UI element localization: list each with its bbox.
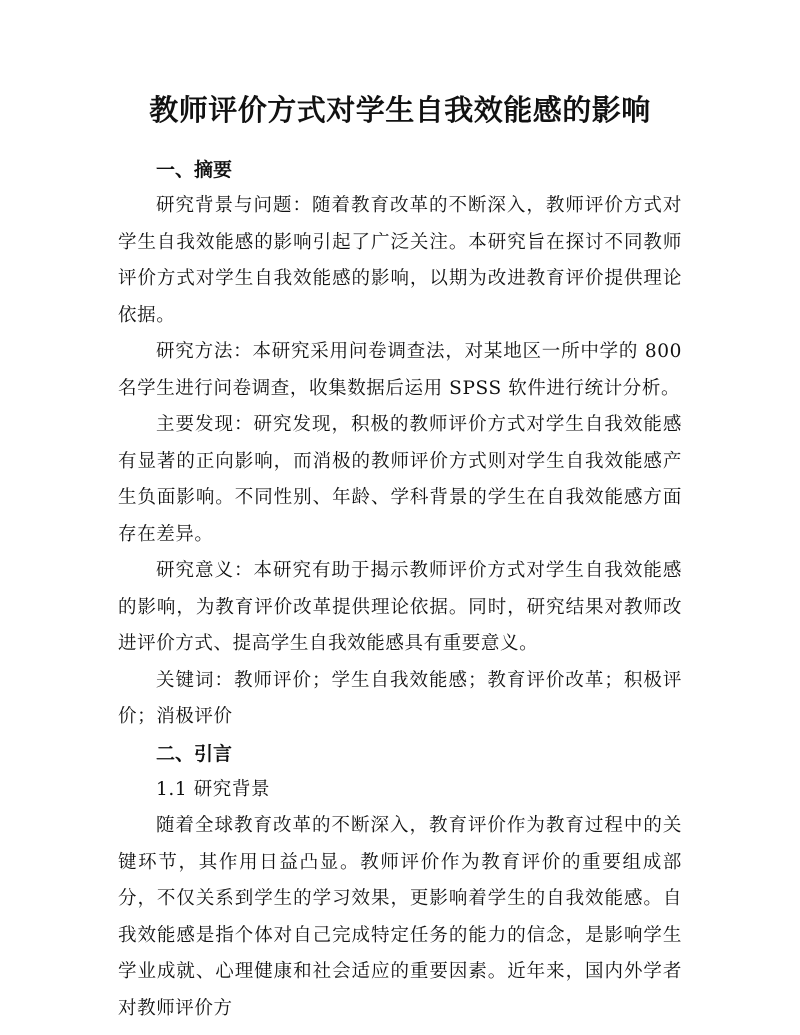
subsection-heading-background: 1.1 研究背景 [156,778,271,800]
section-heading-abstract: 一、摘要 [156,159,233,181]
keywords-paragraph: 关键词：教师评价；学生自我效能感；教育评价改革；积极评价；消极评价 [118,669,682,727]
introduction-paragraph: 随着全球教育改革的不断深入，教育评价作为教育过程中的关键环节，其作用日益凸显。教师评价作为教育评价的重要组成部分，不仅关系到学生的学习效果，更影响着学生的自我效能感。自我效能感是指个体对自己完成特定任务的能力的信念，是影响学生学业成就、心理健康和社会适应的重要因素。近年来，国内外学者对教师评价方 [118,815,682,1019]
document-title: 教师评价方式对学生自我效能感的影响 [149,93,651,127]
abstract-method-paragraph: 研究方法：本研究采用问卷调查法，对某地区一所中学的 800 名学生进行问卷调查，收集数据后运用 SPSS 软件进行统计分析。 [118,341,682,399]
section-heading-introduction: 二、引言 [156,742,233,765]
abstract-significance-paragraph: 研究意义：本研究有助于揭示教师评价方式对学生自我效能感的影响，为教育评价改革提供理论依据。同时，研究结果对教师改进评价方式、提高学生自我效能感具有重要意义。 [118,560,682,654]
abstract-background-paragraph: 研究背景与问题：随着教育改革的不断深入，教师评价方式对学生自我效能感的影响引起了广泛关注。本研究旨在探讨不同教师评价方式对学生自我效能感的影响，以期为改进教育评价提供理论依据。 [118,195,682,326]
abstract-findings-paragraph: 主要发现：研究发现，积极的教师评价方式对学生自我效能感有显著的正向影响，而消极的教师评价方式则对学生自我效能感产生负面影响。不同性别、年龄、学科背景的学生在自我效能感方面存在差异。 [118,414,682,545]
